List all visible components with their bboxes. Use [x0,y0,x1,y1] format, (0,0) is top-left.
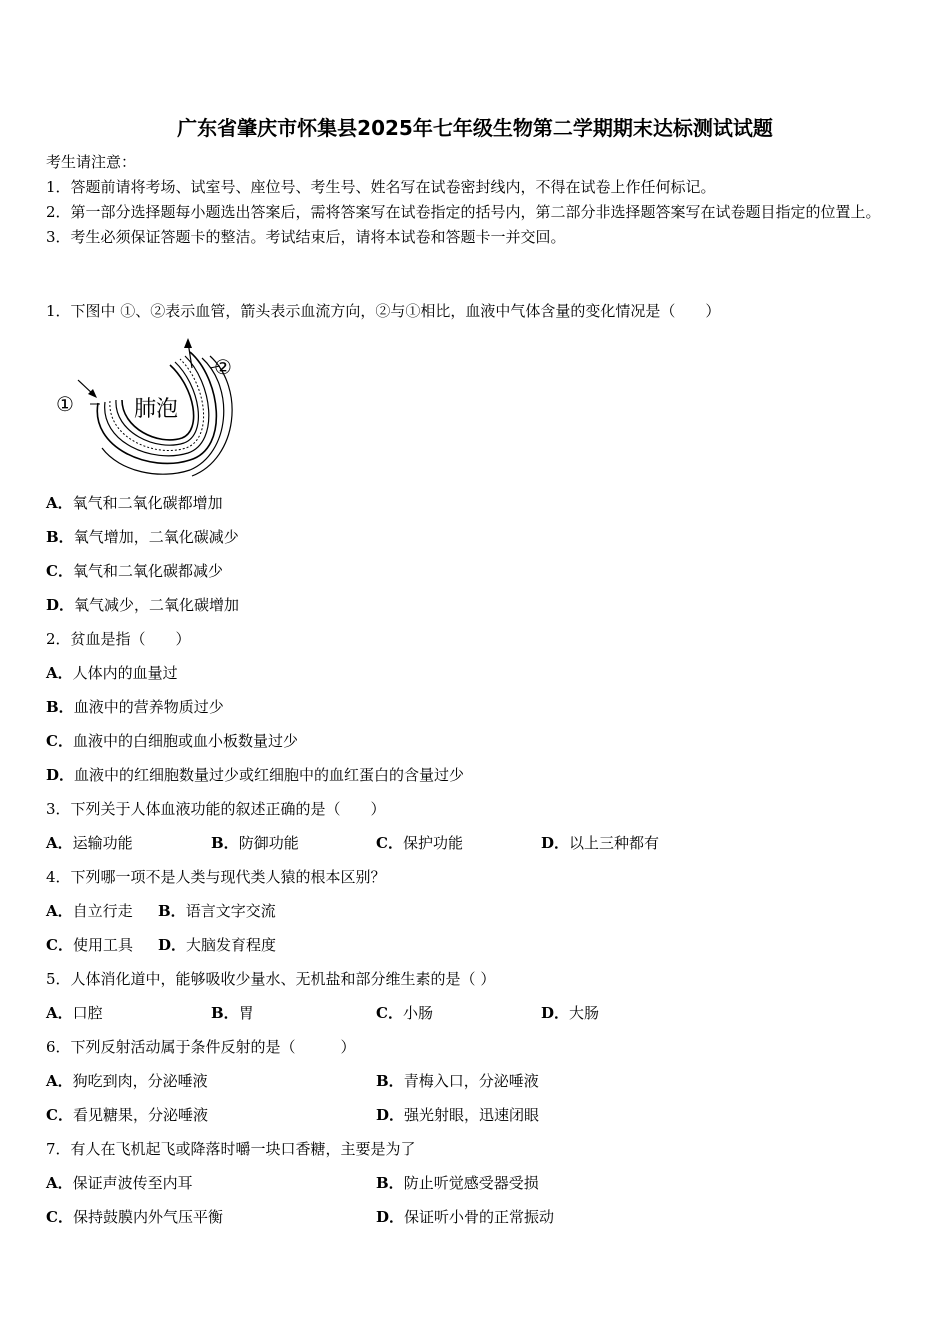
alveolus-label: 肺泡 [134,397,179,422]
page-title: 广东省肇庆市怀集县2025年七年级生物第二学期期末达标测试试题 [177,116,773,140]
option: A．人体内的血量过 [46,664,178,682]
notice-item: 3．考生必须保证答题卡的整洁。考试结束后，请将本试卷和答题卡一并交回。 [46,228,566,246]
option: B．氧气增加，二氧化碳减少 [46,528,239,546]
option: B．血液中的营养物质过少 [46,698,224,716]
option: B．胃 [211,1004,254,1022]
notice-heading: 考生请注意： [46,153,137,171]
notice-item: 2．第一部分选择题每小题选出答案后，需将答案写在试卷指定的括号内，第二部分非选择题答案写在试卷题目指定的位置上。 [46,203,881,221]
vessel-1-label: ① [56,392,74,416]
option: C．使用工具 [46,936,133,954]
option: C．氧气和二氧化碳都减少 [46,562,223,580]
option: A．保证声波传至内耳 [46,1174,193,1192]
notice-block [46,150,904,250]
option: C．血液中的白细胞或血小板数量过少 [46,732,298,750]
question-stem: 1．下图中 ①、②表示血管，箭头表示血流方向，②与①相比，血液中气体含量的变化情况是（ ） [46,302,721,320]
question-stem: 2．贫血是指（ ） [46,630,191,648]
question-stem: 4．下列哪一项不是人类与现代类人猿的根本区别？ [46,868,386,886]
option: D．血液中的红细胞数量过少或红细胞中的血红蛋白的含量过少 [46,766,465,784]
option: C．保持鼓膜内外气压平衡 [46,1208,223,1226]
option: A．狗吃到肉，分泌唾液 [46,1072,208,1090]
question-stem: 6．下列反射活动属于条件反射的是（ ） [46,1038,356,1056]
option: D．大脑发育程度 [158,936,277,954]
option: A．自立行走 [46,902,133,920]
option: C．保护功能 [376,834,463,852]
vessel-2-label: ② [214,355,232,379]
question-stem: 3．下列关于人体血液功能的叙述正确的是（ ） [46,800,386,818]
option: A．口腔 [46,1004,103,1022]
option: B．防御功能 [211,834,299,852]
option: D．氧气减少，二氧化碳增加 [46,596,240,614]
question-stem: 7．有人在飞机起飞或降落时嚼一块口香糖，主要是为了 [46,1140,416,1158]
option: B．青梅入口，分泌唾液 [376,1072,539,1090]
option: D．大肠 [541,1004,600,1022]
notice-item: 1．答题前请将考场、试室号、座位号、考生号、姓名写在试卷密封线内，不得在试卷上作任何标记。 [46,178,716,196]
question-stem: 5．人体消化道中，能够吸收少量水、无机盐和部分维生素的是（ ） [46,970,496,988]
option: C．小肠 [376,1004,433,1022]
option: D．保证听小骨的正常振动 [376,1208,555,1226]
option: D．以上三种都有 [541,834,660,852]
option: A．氧气和二氧化碳都增加 [46,494,223,512]
option: C．看见糖果，分泌唾液 [46,1106,208,1124]
option: B．语言文字交流 [158,902,276,920]
alveolus-diagram [50,338,250,478]
option: B．防止听觉感受器受损 [376,1174,539,1192]
option: A．运输功能 [46,834,133,852]
option: D．强光射眼，迅速闭眼 [376,1106,540,1124]
